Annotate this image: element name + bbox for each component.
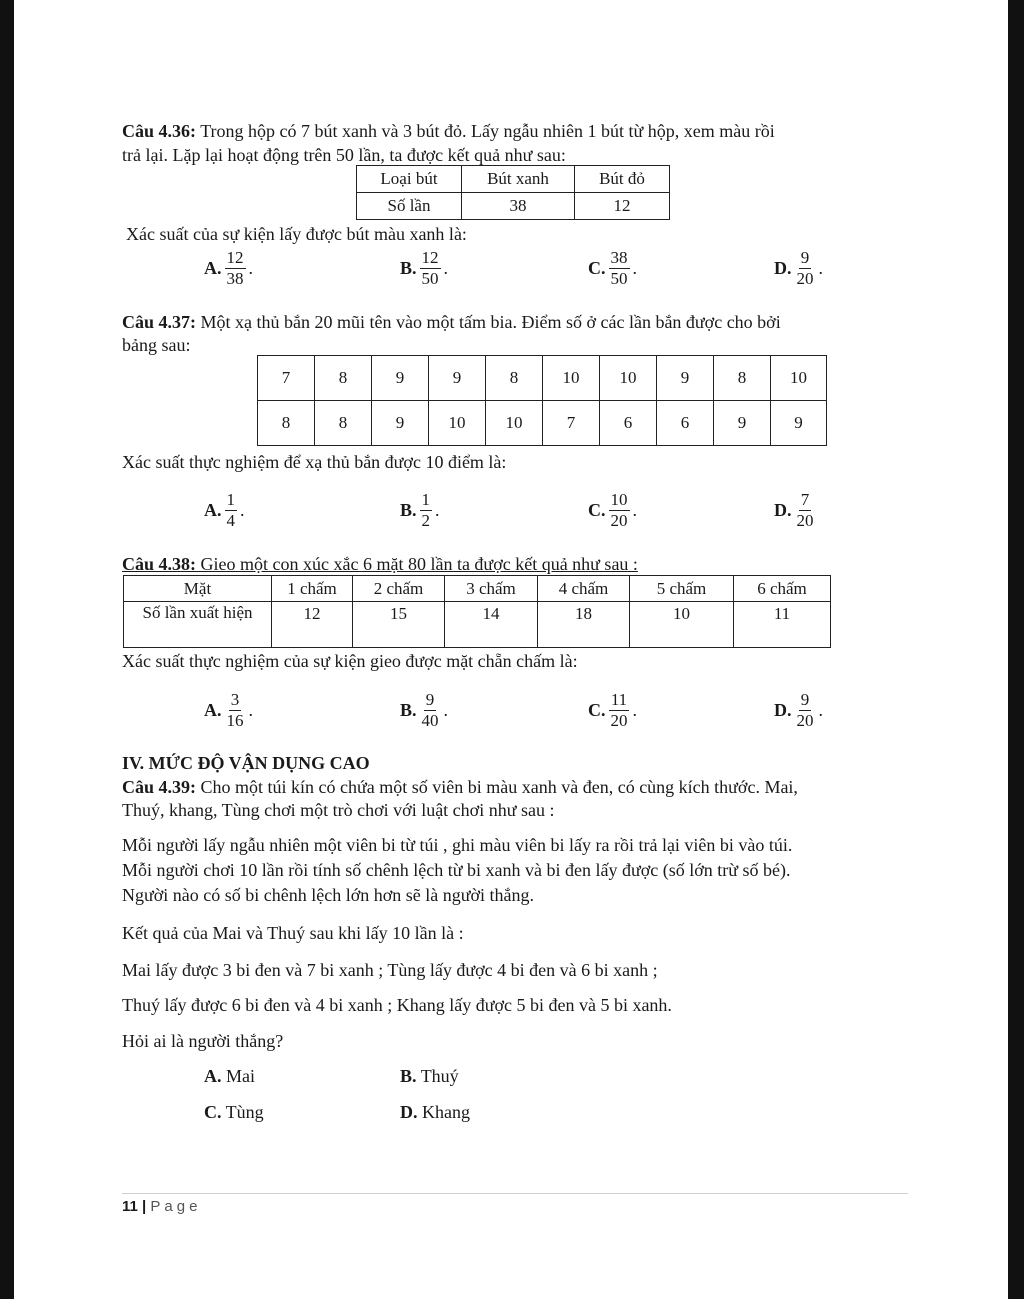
table-cell: 8: [258, 401, 315, 446]
table-cell: 6: [600, 401, 657, 446]
q38-table: [123, 575, 831, 648]
table-cell: Số lần xuất hiện: [124, 602, 272, 648]
q39-paragraph-3: Người nào có số bi chênh lệch lớn hơn sẽ là người thắng.: [122, 885, 535, 905]
q38-line-1: [122, 553, 638, 575]
q36-option-d[interactable]: D. $\frac{9}{20}$ .: [774, 248, 823, 288]
table-row: [357, 166, 670, 193]
table-cell: 3 chấm: [445, 576, 538, 602]
option-label: D.: [774, 700, 792, 720]
table-cell: 8: [486, 356, 543, 401]
table-cell: 38: [462, 193, 575, 220]
table-cell: 8: [315, 356, 372, 401]
fraction: [795, 690, 816, 731]
option-label: D.: [774, 258, 792, 278]
table-cell: 14: [445, 602, 538, 648]
option-text: Khang: [417, 1102, 470, 1122]
denominator: 2: [421, 511, 431, 530]
fraction: [225, 490, 238, 531]
table-cell: 9: [657, 356, 714, 401]
numerator: 38: [610, 248, 628, 267]
option-label: C.: [204, 1102, 222, 1122]
q39-option-d[interactable]: [400, 1102, 470, 1123]
table-cell: Loại bút: [357, 166, 462, 193]
q36-option-a[interactable]: A. $\frac{12}{38}$ .: [204, 248, 253, 288]
denominator: 50: [421, 269, 439, 288]
option-label: C.: [588, 700, 606, 720]
q39-text-2: Thuý, khang, Tùng chơi một trò chơi với luật chơi như sau :: [122, 800, 555, 820]
q39-option-c[interactable]: [204, 1102, 264, 1123]
fraction: [420, 690, 441, 731]
option-label: C.: [588, 500, 606, 520]
table-cell: 9: [771, 401, 827, 446]
fraction: [609, 490, 630, 531]
denominator: 4: [226, 511, 235, 530]
option-label: A.: [204, 500, 222, 520]
denominator: 20: [796, 511, 814, 530]
table-cell: 1 chấm: [272, 576, 353, 602]
q37-text-1: Một xạ thủ bắn 20 mũi tên vào một tấm bia. Điểm số ở các lần bắn được cho bởi: [196, 312, 781, 332]
q38-text-1: Gieo một con xúc xắc 6 mặt 80 lần ta được kết quả như sau :: [196, 554, 638, 574]
table-cell: 8: [315, 401, 372, 446]
q36-label: Câu 4.36:: [122, 121, 197, 141]
fraction: [420, 490, 433, 531]
option-text: Thuý: [416, 1066, 459, 1086]
option-label: A.: [204, 1066, 222, 1086]
option-text: Tùng: [221, 1102, 264, 1122]
table-cell: 9: [372, 401, 429, 446]
table-cell: 6: [657, 401, 714, 446]
q36-option-b[interactable]: B. $\frac{12}{50}$ .: [400, 248, 449, 288]
table-cell: 8: [714, 356, 771, 401]
numerator: 9: [800, 690, 810, 709]
page-footer: [122, 1198, 201, 1215]
q37-option-d[interactable]: [774, 490, 819, 531]
q39-line-1: [122, 776, 798, 798]
fraction: [795, 490, 816, 531]
table-cell: 10: [486, 401, 543, 446]
denominator: 20: [796, 711, 814, 730]
fraction: [609, 690, 630, 731]
table-cell: Bút đỏ: [575, 166, 670, 193]
numerator: 9: [425, 690, 435, 709]
q39-option-a[interactable]: [204, 1066, 255, 1087]
table-row: [124, 576, 831, 602]
q36-option-c[interactable]: C. $\frac{38}{50}$ .: [588, 248, 637, 288]
table-cell: 2 chấm: [353, 576, 445, 602]
q39-paragraph-1: Mỗi người lấy ngẫu nhiên một viên bi từ túi , ghi màu viên bi lấy ra rồi trả lại viên bi vào túi.: [122, 835, 793, 855]
table-cell: 5 chấm: [630, 576, 734, 602]
q36-text-2: trả lại. Lặp lại hoạt động trên 50 lần, ta được kết quả như sau:: [122, 145, 566, 165]
numerator: 1: [421, 490, 431, 509]
table-cell: 11: [734, 602, 831, 648]
q38-option-c[interactable]: C. $\frac{11}{20}$ .: [588, 690, 637, 730]
table-row: [357, 193, 670, 220]
table-cell: 15: [353, 602, 445, 648]
option-label: A.: [204, 700, 222, 720]
q37-label: Câu 4.37:: [122, 312, 197, 332]
numerator: 7: [800, 490, 810, 509]
option-label: A.: [204, 258, 222, 278]
table-cell: 10: [543, 356, 600, 401]
footer-divider: [122, 1193, 908, 1194]
q38-label: Câu 4.38:: [122, 554, 197, 574]
option-label: D.: [774, 500, 792, 520]
q36-line-1: [122, 120, 775, 142]
fraction: [795, 248, 816, 289]
numerator: 11: [610, 690, 628, 709]
page-word: Page: [150, 1198, 202, 1215]
numerator: 10: [610, 490, 628, 509]
q37-line-1: [122, 311, 781, 333]
q38-option-a[interactable]: A. $\frac{3}{16}$ .: [204, 690, 253, 730]
table-cell: Mặt: [124, 576, 272, 602]
q37-option-b[interactable]: B. $\frac{1}{2}$ .: [400, 490, 440, 530]
q37-option-c[interactable]: C. $\frac{10}{20}$ .: [588, 490, 637, 530]
scan-edge-left: [0, 0, 14, 1299]
q37-text-2: bảng sau:: [122, 335, 191, 355]
fraction: [609, 248, 630, 289]
table-cell: 12: [575, 193, 670, 220]
denominator: 40: [421, 711, 439, 730]
table-row: [258, 401, 827, 446]
q39-paragraph-2: Mỗi người chơi 10 lần rồi tính số chênh lệch từ bi xanh và bi đen lấy được (số lớn trừ số bé).: [122, 860, 791, 880]
option-label: B.: [400, 258, 417, 278]
q39-option-b[interactable]: [400, 1066, 459, 1087]
q37-prompt: Xác suất thực nghiệm để xạ thủ bắn được 10 điểm là:: [122, 452, 507, 472]
option-text: Mai: [221, 1066, 255, 1086]
q37-table: [257, 355, 827, 446]
q36-prompt: Xác suất của sự kiện lấy được bút màu xanh là:: [126, 224, 467, 244]
table-cell: 9: [714, 401, 771, 446]
table-cell: 6 chấm: [734, 576, 831, 602]
table-cell: 7: [543, 401, 600, 446]
table-cell: 10: [429, 401, 486, 446]
table-row: [258, 356, 827, 401]
footer-separator: |: [137, 1198, 151, 1215]
denominator: 38: [226, 269, 244, 288]
q39-paragraph-7: Hỏi ai là người thắng?: [122, 1031, 284, 1051]
table-cell: 10: [771, 356, 827, 401]
q37-option-a[interactable]: A. $\frac{1}{4}$ .: [204, 490, 245, 530]
option-label: C.: [588, 258, 606, 278]
denominator: 16: [226, 711, 244, 730]
option-label: B.: [400, 700, 417, 720]
option-label: D.: [400, 1102, 418, 1122]
option-label: B.: [400, 500, 417, 520]
table-cell: 12: [272, 602, 353, 648]
numerator: 1: [226, 490, 235, 509]
numerator: 9: [800, 248, 810, 267]
q36-table: [356, 165, 670, 220]
q38-prompt: Xác suất thực nghiệm của sự kiện gieo được mặt chẵn chấm là:: [122, 651, 578, 671]
table-cell: 7: [258, 356, 315, 401]
table-cell: 10: [630, 602, 734, 648]
table-cell: Số lần: [357, 193, 462, 220]
table-cell: Bút xanh: [462, 166, 575, 193]
option-label: B.: [400, 1066, 417, 1086]
q39-label: Câu 4.39:: [122, 777, 197, 797]
denominator: 20: [610, 511, 628, 530]
denominator: 20: [610, 711, 628, 730]
table-cell: 18: [538, 602, 630, 648]
table-cell: 9: [372, 356, 429, 401]
denominator: 50: [610, 269, 628, 288]
fraction: [225, 248, 246, 289]
numerator: 12: [226, 248, 244, 267]
numerator: 12: [421, 248, 439, 267]
table-row: [124, 602, 831, 648]
q38-option-d[interactable]: D. $\frac{9}{20}$ .: [774, 690, 823, 730]
q39-paragraph-6: Thuý lấy được 6 bi đen và 4 bi xanh ; Khang lấy được 5 bi đen và 5 bi xanh.: [122, 995, 672, 1015]
section-heading: IV. MỨC ĐỘ VẬN DỤNG CAO: [122, 753, 370, 773]
table-cell: 9: [429, 356, 486, 401]
q36-text-1: Trong hộp có 7 bút xanh và 3 bút đỏ. Lấy ngẫu nhiên 1 bút từ hộp, xem màu rồi: [196, 121, 775, 141]
q39-text-1: Cho một túi kín có chứa một số viên bi màu xanh và đen, có cùng kích thước. Mai,: [196, 777, 798, 797]
fraction: [225, 690, 246, 731]
table-cell: 4 chấm: [538, 576, 630, 602]
scan-edge-right: [1008, 0, 1024, 1299]
q39-paragraph-4: Kết quả của Mai và Thuý sau khi lấy 10 lần là :: [122, 923, 464, 943]
q38-option-b[interactable]: B. $\frac{9}{40}$ .: [400, 690, 449, 730]
numerator: 3: [230, 690, 240, 709]
q39-paragraph-5: Mai lấy được 3 bi đen và 7 bi xanh ; Tùng lấy được 4 bi đen và 6 bi xanh ;: [122, 960, 658, 980]
fraction: [420, 248, 441, 289]
denominator: 20: [796, 269, 814, 288]
table-cell: 10: [600, 356, 657, 401]
page-number: 11: [122, 1198, 138, 1215]
